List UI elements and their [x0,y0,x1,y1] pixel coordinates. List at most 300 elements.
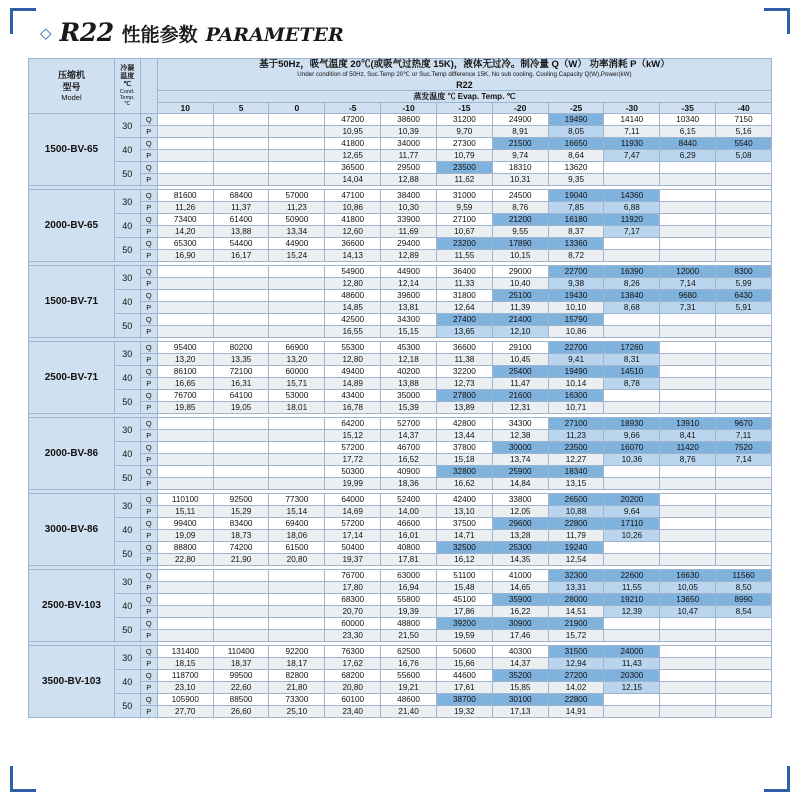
data-cell: 18,01 [269,402,325,414]
data-cell: 13,88 [381,378,437,390]
data-cell: 12,18 [381,354,437,366]
data-cell [604,390,660,402]
table-row [29,202,772,214]
data-cell: 9,59 [436,202,492,214]
data-cell: 29500 [381,162,437,174]
data-cell: 16,55 [325,326,381,338]
data-cell: 11,69 [381,226,437,238]
data-cell: 18310 [492,162,548,174]
data-cell: 21,80 [269,682,325,694]
row-model-label: 3000-BV-86 [29,494,115,566]
data-cell [716,494,772,506]
data-cell: 12,39 [604,606,660,618]
data-cell: 7,31 [660,302,716,314]
table-row [29,658,772,670]
data-cell: 24500 [492,190,548,202]
data-cell: 18,17 [269,658,325,670]
row-model-label: 2500-BV-103 [29,570,115,642]
data-cell [660,390,716,402]
data-cell: 55600 [381,670,437,682]
row-q-label: Q [140,342,157,354]
data-cell: 17,80 [325,582,381,594]
data-cell [660,518,716,530]
data-cell: 8990 [716,594,772,606]
data-cell [157,454,213,466]
data-cell: 34300 [492,418,548,430]
data-cell: 57000 [269,190,325,202]
data-cell: 69400 [269,518,325,530]
data-cell [213,418,269,430]
row-cond-temp: 30 [114,190,140,214]
row-p-label: P [140,682,157,694]
table-row [29,126,772,138]
data-cell: 52400 [381,494,437,506]
data-cell [716,390,772,402]
data-cell: 50900 [269,214,325,226]
header-temp-5: -15 [436,103,492,114]
data-cell: 17260 [604,342,660,354]
row-q-label: Q [140,366,157,378]
data-cell [716,478,772,490]
table-row [29,250,772,262]
data-cell: 9670 [716,418,772,430]
data-cell [269,630,325,642]
data-cell: 48600 [381,694,437,706]
table-row [29,114,772,126]
data-cell: 14,89 [325,378,381,390]
data-cell: 64100 [213,390,269,402]
data-cell [660,630,716,642]
data-cell: 5,16 [716,126,772,138]
data-cell: 14,00 [381,506,437,518]
data-cell: 12,80 [325,278,381,290]
data-cell [269,290,325,302]
data-cell: 13,35 [213,354,269,366]
data-cell: 27800 [436,390,492,402]
data-cell: 10,79 [436,150,492,162]
data-cell: 15,14 [269,506,325,518]
data-cell: 33900 [381,214,437,226]
data-cell [660,190,716,202]
data-cell [604,326,660,338]
data-cell: 50400 [325,542,381,554]
header-temp-0: 10 [157,103,213,114]
data-cell [660,466,716,478]
data-cell: 14,85 [325,302,381,314]
row-cond-temp: 40 [114,366,140,390]
row-p-label: P [140,302,157,314]
row-q-label: Q [140,314,157,326]
parameter-table [28,58,772,718]
data-cell: 12,31 [492,402,548,414]
data-cell [716,366,772,378]
data-cell: 12,65 [325,150,381,162]
data-cell [213,290,269,302]
data-cell: 14,35 [492,554,548,566]
data-cell [660,378,716,390]
data-cell: 18,15 [157,658,213,670]
data-cell: 16,94 [381,582,437,594]
row-cond-temp: 40 [114,594,140,618]
data-cell: 20,80 [325,682,381,694]
data-cell [660,238,716,250]
data-cell: 10,39 [381,126,437,138]
data-cell [660,174,716,186]
data-cell [660,202,716,214]
data-cell [604,618,660,630]
data-cell: 76700 [325,570,381,582]
data-cell: 19040 [548,190,604,202]
diamond-icon: ◇ [40,25,52,42]
data-cell: 19210 [604,594,660,606]
data-cell: 46700 [381,442,437,454]
table-row [29,442,772,454]
data-cell [213,570,269,582]
table-row [29,418,772,430]
data-cell: 16,76 [381,658,437,670]
data-cell: 14,51 [548,606,604,618]
data-cell: 23,10 [157,682,213,694]
data-cell: 10,15 [492,250,548,262]
row-model-label: 2000-BV-65 [29,190,115,262]
data-cell: 11,23 [548,430,604,442]
data-cell: 9,74 [492,150,548,162]
data-cell: 54900 [325,266,381,278]
data-cell: 24000 [604,646,660,658]
data-cell: 26500 [548,494,604,506]
header-temp-7: -25 [548,103,604,114]
data-cell [213,582,269,594]
data-cell: 45100 [436,594,492,606]
row-q-label: Q [140,694,157,706]
data-cell [604,478,660,490]
data-cell [716,162,772,174]
data-cell: 17,72 [325,454,381,466]
data-cell [716,202,772,214]
data-cell: 17,13 [492,706,548,718]
data-cell [269,430,325,442]
table-row [29,138,772,150]
data-cell: 43400 [325,390,381,402]
data-cell: 8,76 [660,454,716,466]
data-cell [213,618,269,630]
data-cell [157,326,213,338]
data-cell [213,114,269,126]
data-cell: 13650 [660,594,716,606]
data-cell: 16,65 [157,378,213,390]
data-cell [157,150,213,162]
row-q-label: Q [140,466,157,478]
data-cell: 14360 [604,190,660,202]
data-cell [269,418,325,430]
data-cell [660,214,716,226]
data-cell [604,314,660,326]
data-cell: 7,17 [604,226,660,238]
data-cell [269,478,325,490]
data-cell [660,366,716,378]
data-cell: 88500 [213,694,269,706]
data-cell: 18340 [548,466,604,478]
data-cell: 60100 [325,694,381,706]
header-cond-cn2: 温度 [120,72,135,80]
data-cell [269,442,325,454]
data-cell: 13,89 [436,402,492,414]
data-cell [716,694,772,706]
header-cond-temp-cell [114,59,140,114]
table-row [29,646,772,658]
data-cell [716,250,772,262]
data-cell: 8300 [716,266,772,278]
data-cell: 18,73 [213,530,269,542]
data-cell [660,646,716,658]
data-cell [157,618,213,630]
row-cond-temp: 50 [114,314,140,338]
data-cell: 12,88 [381,174,437,186]
data-cell: 25400 [492,366,548,378]
data-cell [660,618,716,630]
data-cell [716,530,772,542]
data-cell [213,594,269,606]
data-cell: 53000 [269,390,325,402]
data-cell [660,670,716,682]
data-cell: 10,88 [548,506,604,518]
data-cell: 9,66 [604,430,660,442]
data-cell: 31500 [548,646,604,658]
data-cell [716,658,772,670]
data-cell: 68400 [213,190,269,202]
data-cell: 13,20 [269,354,325,366]
data-cell: 63000 [381,570,437,582]
data-cell: 19,37 [325,554,381,566]
data-cell: 17,14 [325,530,381,542]
data-cell: 16,31 [213,378,269,390]
data-cell: 6,88 [604,202,660,214]
data-cell: 11,62 [436,174,492,186]
data-cell: 13,15 [548,478,604,490]
data-cell: 12,73 [436,378,492,390]
data-cell: 12,94 [548,658,604,670]
data-cell: 92500 [213,494,269,506]
row-q-label: Q [140,570,157,582]
data-cell: 51100 [436,570,492,582]
data-cell: 92200 [269,646,325,658]
data-cell: 18,37 [213,658,269,670]
data-cell: 64000 [325,494,381,506]
table-row [29,302,772,314]
data-cell: 49400 [325,366,381,378]
data-cell: 10,10 [548,302,604,314]
data-cell: 8,50 [716,582,772,594]
header-cond-cn1: 冷凝 [120,64,135,72]
table-row [29,162,772,174]
row-p-label: P [140,326,157,338]
row-q-label: Q [140,418,157,430]
data-cell: 11,39 [492,302,548,314]
data-cell: 13,74 [492,454,548,466]
data-cell: 19490 [548,114,604,126]
data-cell: 10,45 [492,354,548,366]
data-cell: 12,10 [492,326,548,338]
data-cell: 10,14 [548,378,604,390]
row-model-label: 2000-BV-86 [29,418,115,490]
row-cond-temp: 40 [114,442,140,466]
data-cell [660,478,716,490]
data-cell: 18930 [604,418,660,430]
data-cell [269,138,325,150]
data-cell [269,266,325,278]
table-row [29,554,772,566]
data-cell: 76300 [325,646,381,658]
data-cell: 13840 [604,290,660,302]
data-cell: 34300 [381,314,437,326]
data-cell: 8440 [660,138,716,150]
data-cell: 9,55 [492,226,548,238]
data-cell: 20200 [604,494,660,506]
data-cell: 21,40 [381,706,437,718]
row-cond-temp: 40 [114,214,140,238]
data-cell: 9,64 [604,506,660,518]
data-cell [716,314,772,326]
row-cond-temp: 30 [114,646,140,670]
row-q-label: Q [140,290,157,302]
data-cell: 74200 [213,542,269,554]
data-cell [716,518,772,530]
data-cell [269,454,325,466]
data-cell: 6430 [716,290,772,302]
data-cell [213,478,269,490]
data-cell: 12,27 [548,454,604,466]
data-cell [157,314,213,326]
data-cell: 34000 [381,138,437,150]
data-cell: 46600 [381,518,437,530]
table-row [29,506,772,518]
data-cell: 16300 [548,390,604,402]
header-model-cn2: 型号 [62,81,81,92]
data-cell: 8,26 [604,278,660,290]
data-cell: 29000 [492,266,548,278]
data-cell: 5,99 [716,278,772,290]
data-cell: 16,62 [436,478,492,490]
data-cell: 38600 [381,114,437,126]
data-cell: 13,28 [492,530,548,542]
data-cell [157,138,213,150]
data-cell: 39200 [436,618,492,630]
data-cell: 5,08 [716,150,772,162]
row-cond-temp: 40 [114,290,140,314]
data-cell: 13360 [548,238,604,250]
data-cell: 8,64 [548,150,604,162]
data-cell: 33800 [492,494,548,506]
data-cell: 40300 [492,646,548,658]
data-cell: 72100 [213,366,269,378]
row-cond-temp: 50 [114,618,140,642]
data-cell: 16,17 [213,250,269,262]
data-cell [157,278,213,290]
data-cell [213,174,269,186]
data-cell [269,114,325,126]
data-cell [660,402,716,414]
header-temp-6: -20 [492,103,548,114]
data-cell [716,630,772,642]
data-cell: 16390 [604,266,660,278]
data-cell [716,214,772,226]
data-cell [716,466,772,478]
data-cell: 8,37 [548,226,604,238]
data-cell [213,278,269,290]
data-cell: 14,37 [381,430,437,442]
row-cond-temp: 50 [114,694,140,718]
header-temp-2: 0 [269,103,325,114]
row-cond-temp: 30 [114,114,140,138]
data-cell: 17,86 [436,606,492,618]
data-cell: 17,62 [325,658,381,670]
row-q-label: Q [140,238,157,250]
row-p-label: P [140,378,157,390]
data-cell: 35900 [492,594,548,606]
data-cell: 36600 [436,342,492,354]
data-cell: 10,05 [660,582,716,594]
data-cell: 12,05 [492,506,548,518]
data-cell [269,594,325,606]
data-cell: 40200 [381,366,437,378]
data-cell [157,466,213,478]
data-cell: 14,04 [325,174,381,186]
data-cell: 6,29 [660,150,716,162]
header-temp-9: -35 [660,103,716,114]
data-cell: 28000 [548,594,604,606]
data-cell: 15,39 [381,402,437,414]
data-cell: 18,06 [269,530,325,542]
data-cell: 5540 [716,138,772,150]
data-cell: 15,24 [269,250,325,262]
data-cell: 41800 [325,138,381,150]
data-cell: 21900 [548,618,604,630]
data-cell [157,606,213,618]
data-cell [269,150,325,162]
row-q-label: Q [140,518,157,530]
data-cell [716,174,772,186]
header-capacity-en: Under condition of 50Hz, Suc.Temp 20℃ or Suc.Temp difference 15K, No sub cooling. Cooling Capacity Q(W),Power(kW) [297,71,632,79]
table-row [29,494,772,506]
data-cell [660,706,716,718]
data-cell: 55300 [325,342,381,354]
data-cell [157,126,213,138]
data-cell: 14,13 [325,250,381,262]
data-cell: 12,15 [604,682,660,694]
data-cell: 11920 [604,214,660,226]
data-cell: 82800 [269,670,325,682]
row-model-label: 1500-BV-65 [29,114,115,186]
data-cell: 16,52 [381,454,437,466]
data-cell: 13,20 [157,354,213,366]
title-chinese: 性能参数 [121,25,198,46]
table-row [29,390,772,402]
corner-decoration-top-right-v [787,8,790,34]
data-cell: 55800 [381,594,437,606]
table-row [29,150,772,162]
row-q-label: Q [140,214,157,226]
data-cell: 19,99 [325,478,381,490]
data-cell: 81600 [157,190,213,202]
row-p-label: P [140,430,157,442]
table-row [29,606,772,618]
data-cell: 17,81 [381,554,437,566]
data-cell [157,174,213,186]
data-cell: 21,90 [213,554,269,566]
header-qp-cell [140,59,157,114]
data-cell: 11,55 [436,250,492,262]
data-cell: 16,22 [492,606,548,618]
